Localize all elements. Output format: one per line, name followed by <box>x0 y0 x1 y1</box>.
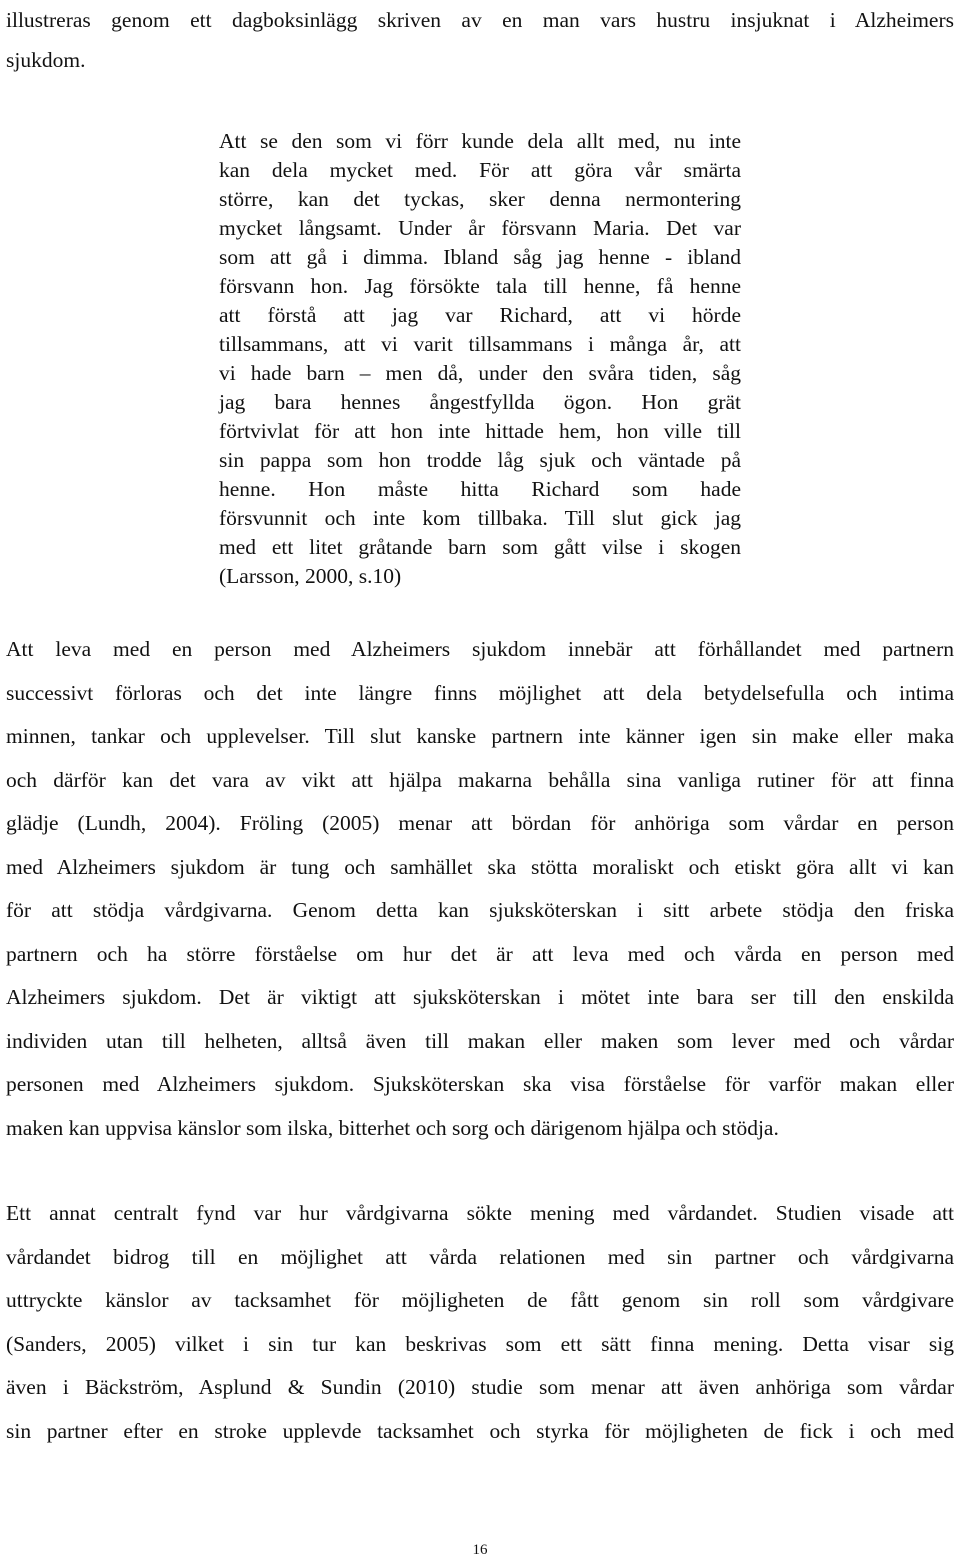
quote-line: Att se den som vi förr kunde dela allt med, nu inte <box>219 129 741 153</box>
quote-line: tillsammans, att vi varit tillsammans i många år, att <box>219 332 741 356</box>
text-line: Alzheimers sjukdom. Det är viktigt att sjuksköterskan i mötet inte bara ser till den enskilda <box>6 985 954 1009</box>
text-line: vårdandet bidrog till en möjlighet att vårda relationen med sin partner och vårdgivarna <box>6 1244 954 1269</box>
quote-line: förtvivlat för att hon inte hittade hem, hon ville till <box>219 419 741 443</box>
quote-line: kan dela mycket med. För att göra vår smärta <box>219 158 741 182</box>
text-line: personen med Alzheimers sjukdom. Sjuksköterskan ska visa förståelse för varför makan eller <box>6 1072 954 1096</box>
text-line: uttryckte känslor av tacksamhet för möjligheten de fått genom sin roll som vårdgivare <box>6 1288 954 1312</box>
text-line: glädje (Lundh, 2004). Fröling (2005) menar att bördan för anhöriga som vårdar en person <box>6 811 954 835</box>
text-line: minnen, tankar och upplevelser. Till slut kanske partnern inte känner igen sin make eller maka <box>6 724 954 748</box>
quote-line: som att gå i dimma. Ibland såg jag henne - ibland <box>219 245 741 269</box>
quote-line: försvunnit och inte kom tillbaka. Till slut gick jag <box>219 506 741 530</box>
text-line: sin partner efter en stroke upplevde tacksamhet och styrka för möjligheten de fick i och med <box>6 1418 954 1443</box>
text-line: för att stödja vårdgivarna. Genom detta kan sjuksköterskan i sitt arbete stödja den friska <box>6 898 954 922</box>
text-line: individen utan till helheten, alltså även till makan eller maken som lever med och vårdar <box>6 1028 954 1053</box>
quote-line: henne. Hon måste hitta Richard som hade <box>219 477 741 501</box>
text-line: sjukdom. <box>6 48 86 72</box>
text-line: illustreras genom ett dagboksinlägg skriven av en man vars hustru insjuknat i Alzheimers <box>6 8 954 32</box>
text-line: (Sanders, 2005) vilket i sin tur kan beskrivas som ett sätt finna mening. Detta visar sig <box>6 1331 954 1356</box>
text-line: successivt förloras och det inte längre finns möjlighet att dela betydelsefulla och intima <box>6 680 954 705</box>
page-number: 16 <box>472 1542 488 1558</box>
text-line: Ett annat centralt fynd var hur vårdgivarna sökte mening med vårdandet. Studien visade att <box>6 1201 954 1225</box>
quote-line: vi hade barn – men då, under den svåra tiden, såg <box>219 361 741 385</box>
quote-line: jag bara hennes ångestfyllda ögon. Hon grät <box>219 390 741 414</box>
body-paragraph-2 <box>6 1192 954 1453</box>
quote-line: försvann hon. Jag försökte tala till henne, få henne <box>219 274 741 298</box>
quote-line: med ett litet gråtande barn som gått vilse i skogen <box>219 535 741 559</box>
quote-citation: (Larsson, 2000, s.10) <box>219 564 402 588</box>
text-line: Att leva med en person med Alzheimers sjukdom innebär att förhållandet med partnern <box>6 637 954 661</box>
text-line: med Alzheimers sjukdom är tung och samhället ska stötta moraliskt och etiskt göra allt vi kan <box>6 854 954 879</box>
quote-line: mycket långsamt. Under år försvann Maria. Det var <box>219 216 741 240</box>
quote-line: sin pappa som hon trodde låg sjuk och väntade på <box>219 448 741 472</box>
body-paragraph-1 <box>6 628 954 1150</box>
text-line: även i Bäckström, Asplund & Sundin (2010) studie som menar att även anhöriga som vårdar <box>6 1375 954 1399</box>
text-line: och därför kan det vara av vikt att hjälpa makarna behålla sina vanliga rutiner för att finna <box>6 767 954 792</box>
text-line: partnern och ha större förståelse om hur det är att leva med och vårda en person med <box>6 941 954 966</box>
intro-paragraph <box>6 0 954 80</box>
quote-line: att förstå att jag var Richard, att vi hörde <box>219 303 741 327</box>
quote-line: större, kan det tyckas, sker denna nermontering <box>219 187 741 211</box>
text-line: maken kan uppvisa känslor som ilska, bitterhet och sorg och därigenom hjälpa och stödja. <box>6 1115 779 1140</box>
block-quote <box>219 127 741 591</box>
